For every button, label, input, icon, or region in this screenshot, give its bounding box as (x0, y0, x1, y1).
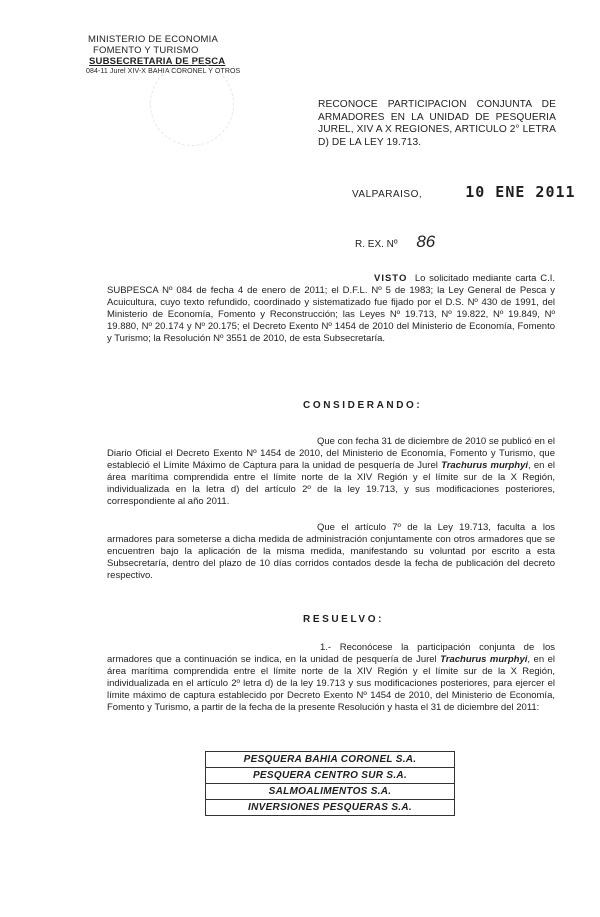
date-line (352, 183, 576, 201)
visto-label: VISTO (374, 273, 408, 284)
visto-paragraph (107, 273, 555, 345)
resolution-label: R. EX. Nº (355, 239, 398, 250)
resuelvo-p1-text: 1.- Reconócese la participación conjunta de los armadores que a continuación se indica, en la unidad de pesquería de Jurel (107, 642, 555, 665)
official-seal (150, 62, 234, 146)
resolution-number-line (355, 232, 435, 252)
resuelvo-heading: RESUELVO: (303, 614, 384, 625)
considerando-p1-text-cont: , en el área marítima comprendida entre el límite norte de la XIV Región y el límite sur de la X Región, individualizada en la letra d) del artículo 2º de la ley 19.713, y sus modificaciones posteriores, correspondiente al año 2011. (107, 460, 555, 507)
considerando-paragraph-2: Que el artículo 7º de la Ley 19.713, faculta a los armadores para someterse a dicha medida de administración conjuntamente con otros armadores que se encuentren bajo la aplicación de la misma medida, manifestando su voluntad por escrito a esta Subsecretaría, dentro del plazo de 10 días corridos contados desde la fecha de publicación del decreto respectivo. (107, 522, 555, 581)
visto-text: Lo solicitado mediante carta C.I. SUBPESCA Nº 084 de fecha 4 de enero de 2011; el D.F.L. Nº 5 de 1983; la Ley General de Pesca y Acuicultura, cuyo texto refundido, coordinado y sistematizado fue fijado por el D.S. Nº 430 de 1991, del Ministerio de Economía, Fomento y Reconstrucción; las Leyes Nº 19.713, Nº 19.822, Nº 19.849, Nº 19.880, Nº 20.174 y Nº 20.175; el Decreto Exento Nº 1454 de 2010 del Ministerio de Economía, Fomento y Turismo; la Resolución Nº 3551 de 2010, de esta Subsecretaría. (107, 273, 555, 344)
date-stamp: 10 ENE 2011 (465, 183, 576, 201)
company-row: PESQUERA BAHIA CORONEL S.A. (206, 751, 454, 767)
species-name: Trachurus murphyi (440, 654, 528, 665)
company-row: SALMOALIMENTOS S.A. (206, 783, 454, 799)
document-reference: 084-11 Jurel XIV-X BAHIA CORONEL Y OTROS (86, 68, 241, 75)
companies-table (205, 751, 455, 816)
considerando-heading: CONSIDERANDO: (303, 400, 423, 411)
considerando-p1-text: Que con fecha 31 de diciembre de 2010 se publicó en el Diario Oficial el Decreto Exento Nº 1454 de 2010, del Ministerio de Economía, Fomento y Turismo, que estableció el Límite Máximo de Captura para la unidad de pesquería de Jurel (107, 436, 555, 471)
ministry-line1: MINISTERIO DE ECONOMIA (88, 34, 219, 45)
date-place: VALPARAISO, (352, 189, 423, 200)
ministry-line2: FOMENTO Y TURISMO (93, 45, 199, 56)
resolution-number: 86 (416, 232, 436, 251)
undersecretariat-name: SUBSECRETARIA DE PESCA (89, 56, 226, 67)
considerando-paragraph-1 (107, 436, 555, 508)
resuelvo-p1-text-cont: , en el área marítima comprendida entre el límite norte de la XIV Región y el límite sur de la X Región, individualizada en el artículo 2º letra d) de la ley 19.713 y sus modificaciones posteriores, para ejercer el límite máximo de captura establecido por Decreto Exento Nº 1454 de 2010, del Ministerio de Economía, Fomento y Turismo, a partir de la fecha de la presente Resolución y hasta el 31 de diciembre del 2011: (107, 654, 555, 713)
resuelvo-paragraph-1 (107, 642, 555, 714)
company-row: INVERSIONES PESQUERAS S.A. (206, 799, 454, 816)
document-title: RECONOCE PARTICIPACION CONJUNTA DE ARMADORES EN LA UNIDAD DE PESQUERIA JUREL, XIV A X REGIONES, ARTICULO 2° LETRA D) DE LA LEY 19.713. (318, 99, 556, 148)
company-row: PESQUERA CENTRO SUR S.A. (206, 767, 454, 783)
species-name: Trachurus murphyi (441, 460, 529, 471)
